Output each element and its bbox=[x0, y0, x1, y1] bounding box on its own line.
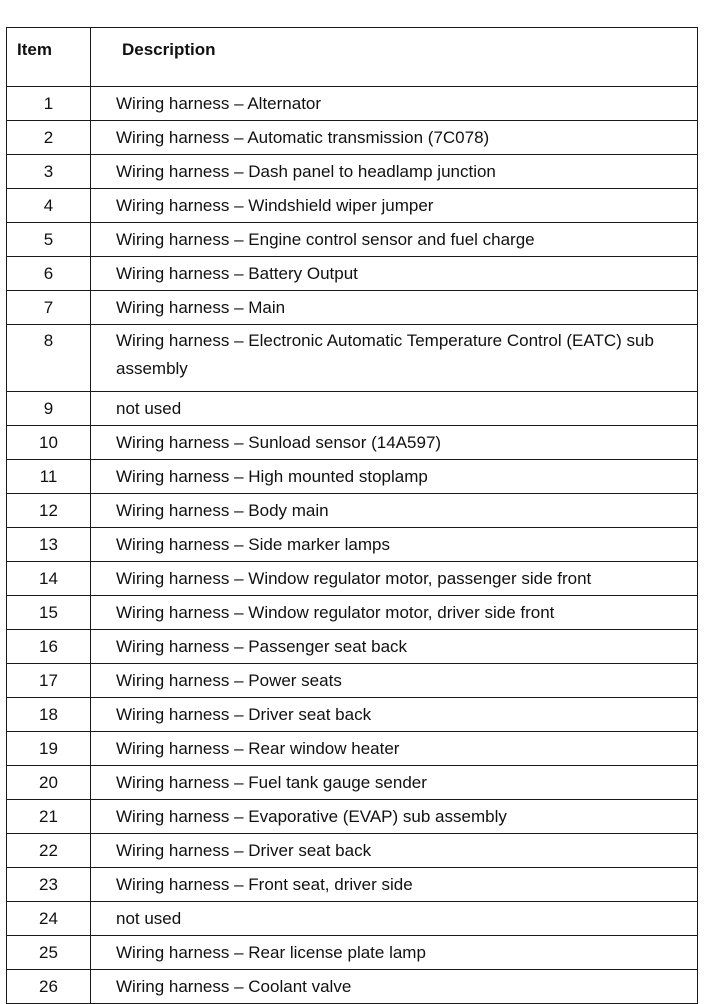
table-row bbox=[7, 87, 698, 121]
item-number: 13 bbox=[7, 528, 91, 562]
table-header-row bbox=[7, 28, 698, 87]
table-row bbox=[7, 664, 698, 698]
table-row bbox=[7, 291, 698, 325]
item-description: Wiring harness – Window regulator motor, driver side front bbox=[91, 596, 698, 630]
item-number: 5 bbox=[7, 223, 91, 257]
item-description: Wiring harness – Driver seat back bbox=[91, 834, 698, 868]
table-row bbox=[7, 426, 698, 460]
item-number: 1 bbox=[7, 87, 91, 121]
table-body bbox=[7, 87, 698, 1004]
item-number: 8 bbox=[7, 325, 91, 392]
item-description: Wiring harness – Evaporative (EVAP) sub assembly bbox=[91, 800, 698, 834]
item-description: Wiring harness – Engine control sensor and fuel charge bbox=[91, 223, 698, 257]
item-description: Wiring harness – Battery Output bbox=[91, 257, 698, 291]
item-column-header: Item bbox=[7, 28, 91, 87]
item-number: 12 bbox=[7, 494, 91, 528]
table-row bbox=[7, 766, 698, 800]
table-row bbox=[7, 155, 698, 189]
item-number: 10 bbox=[7, 426, 91, 460]
item-number: 15 bbox=[7, 596, 91, 630]
item-number: 22 bbox=[7, 834, 91, 868]
table-row bbox=[7, 325, 698, 392]
table-row bbox=[7, 494, 698, 528]
table-row bbox=[7, 698, 698, 732]
item-description: Wiring harness – Rear window heater bbox=[91, 732, 698, 766]
item-number: 24 bbox=[7, 902, 91, 936]
item-number: 9 bbox=[7, 392, 91, 426]
table-row bbox=[7, 868, 698, 902]
item-number: 17 bbox=[7, 664, 91, 698]
table-row bbox=[7, 562, 698, 596]
description-column-header: Description bbox=[91, 28, 698, 87]
item-number: 4 bbox=[7, 189, 91, 223]
item-description: Wiring harness – Driver seat back bbox=[91, 698, 698, 732]
item-description: Wiring harness – Fuel tank gauge sender bbox=[91, 766, 698, 800]
item-description: Wiring harness – Alternator bbox=[91, 87, 698, 121]
table-row bbox=[7, 630, 698, 664]
item-description: not used bbox=[91, 392, 698, 426]
item-number: 19 bbox=[7, 732, 91, 766]
item-description: Wiring harness – High mounted stoplamp bbox=[91, 460, 698, 494]
table-row bbox=[7, 223, 698, 257]
item-number: 21 bbox=[7, 800, 91, 834]
item-description: Wiring harness – Front seat, driver side bbox=[91, 868, 698, 902]
item-description: Wiring harness – Window regulator motor, passenger side front bbox=[91, 562, 698, 596]
item-number: 3 bbox=[7, 155, 91, 189]
table-row bbox=[7, 460, 698, 494]
table-row bbox=[7, 834, 698, 868]
item-number: 18 bbox=[7, 698, 91, 732]
table-row bbox=[7, 936, 698, 970]
item-description: Wiring harness – Passenger seat back bbox=[91, 630, 698, 664]
item-description: not used bbox=[91, 902, 698, 936]
table-row bbox=[7, 732, 698, 766]
table-row bbox=[7, 596, 698, 630]
table-row bbox=[7, 902, 698, 936]
item-description: Wiring harness – Coolant valve bbox=[91, 970, 698, 1004]
item-description: Wiring harness – Automatic transmission (7C078) bbox=[91, 121, 698, 155]
table-row bbox=[7, 257, 698, 291]
item-description: Wiring harness – Side marker lamps bbox=[91, 528, 698, 562]
item-description: Wiring harness – Rear license plate lamp bbox=[91, 936, 698, 970]
item-description: Wiring harness – Electronic Automatic Temperature Control (EATC) sub assembly bbox=[91, 325, 698, 392]
item-description: Wiring harness – Windshield wiper jumper bbox=[91, 189, 698, 223]
item-description: Wiring harness – Dash panel to headlamp junction bbox=[91, 155, 698, 189]
item-description: Wiring harness – Power seats bbox=[91, 664, 698, 698]
table-row bbox=[7, 970, 698, 1004]
item-number: 26 bbox=[7, 970, 91, 1004]
table-row bbox=[7, 392, 698, 426]
item-number: 23 bbox=[7, 868, 91, 902]
item-number: 7 bbox=[7, 291, 91, 325]
table-row bbox=[7, 800, 698, 834]
item-description: Wiring harness – Sunload sensor (14A597) bbox=[91, 426, 698, 460]
item-number: 25 bbox=[7, 936, 91, 970]
item-number: 20 bbox=[7, 766, 91, 800]
table-row bbox=[7, 528, 698, 562]
wiring-harness-table bbox=[6, 27, 698, 1004]
item-description: Wiring harness – Main bbox=[91, 291, 698, 325]
item-number: 11 bbox=[7, 460, 91, 494]
item-number: 16 bbox=[7, 630, 91, 664]
table-row bbox=[7, 189, 698, 223]
item-number: 6 bbox=[7, 257, 91, 291]
table-row bbox=[7, 121, 698, 155]
item-number: 14 bbox=[7, 562, 91, 596]
item-number: 2 bbox=[7, 121, 91, 155]
item-description: Wiring harness – Body main bbox=[91, 494, 698, 528]
